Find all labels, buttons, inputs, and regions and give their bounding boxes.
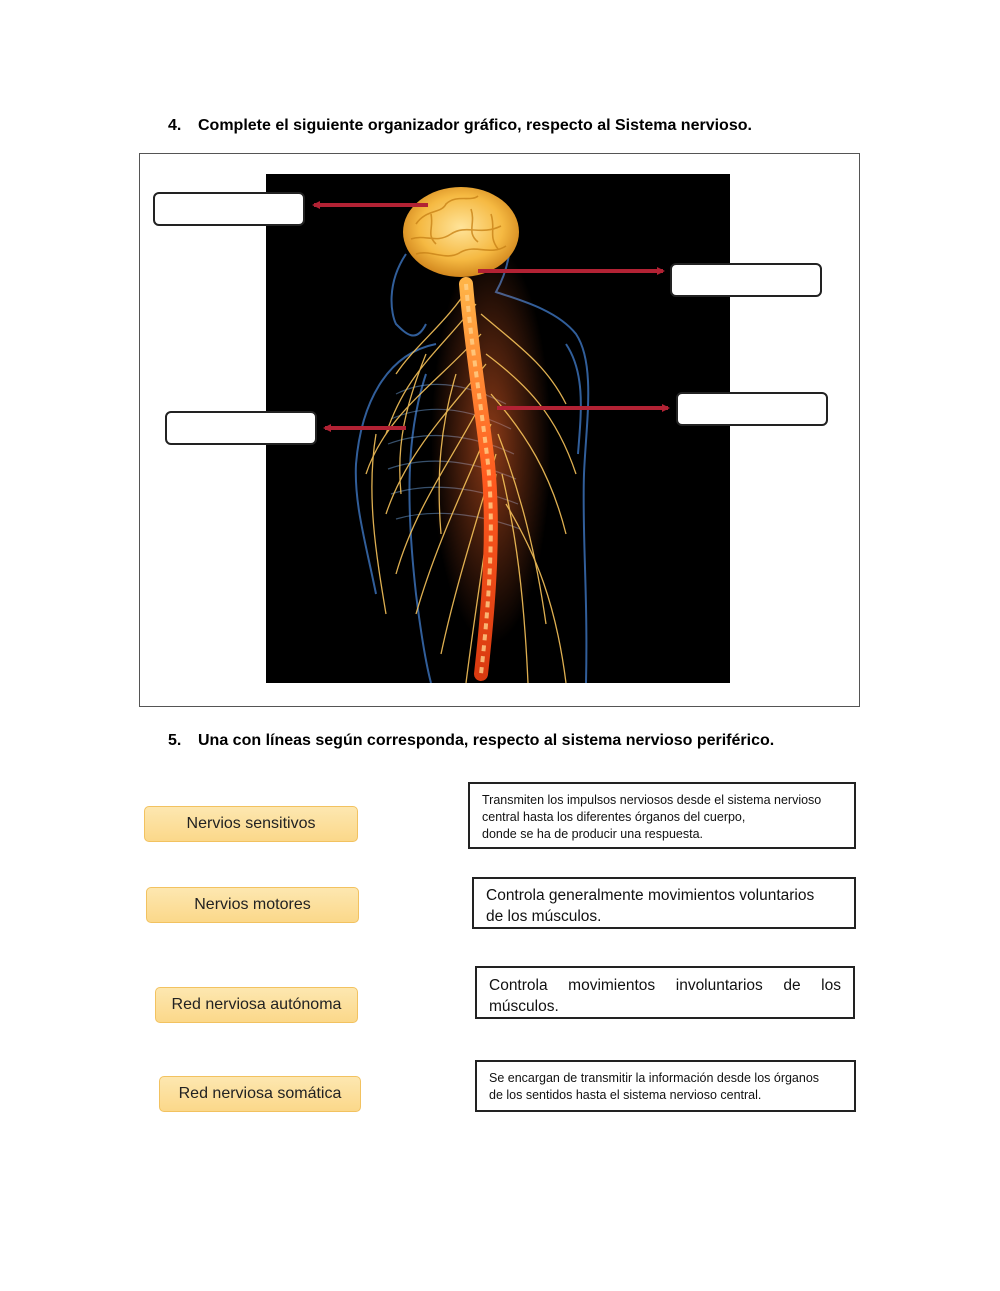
definition-2-line-2: de los músculos. bbox=[486, 908, 602, 925]
answer-box-cerebellum[interactable] bbox=[670, 263, 822, 297]
question-5-number: 5. bbox=[168, 732, 182, 749]
nervous-system-image bbox=[266, 174, 730, 683]
definition-3-line-2: músculos. bbox=[489, 998, 559, 1015]
term-nervios-sensitivos[interactable]: Nervios sensitivos bbox=[144, 806, 358, 842]
definition-2-line-1: Controla generalmente movimientos voluntarios bbox=[486, 887, 815, 904]
definition-1-line-1: Transmiten los impulsos nerviosos desde el sistema nervioso bbox=[482, 793, 822, 807]
definition-1[interactable] bbox=[468, 782, 856, 849]
question-4-number: 4. bbox=[168, 117, 182, 134]
brain bbox=[403, 187, 519, 277]
question-5-text: Una con líneas según corresponda, respecto al sistema nervioso periférico. bbox=[198, 732, 775, 749]
question-5-heading bbox=[168, 732, 774, 750]
answer-box-brain[interactable] bbox=[153, 192, 305, 226]
question-4-text: Complete el siguiente organizador gráfico, respecto al Sistema nervioso. bbox=[198, 117, 752, 134]
definition-3-line-1: Controla movimientos involuntarios de los bbox=[489, 977, 841, 994]
nervous-system-illustration bbox=[266, 174, 730, 683]
term-nervios-motores[interactable]: Nervios motores bbox=[146, 887, 359, 923]
definition-1-line-3: donde se ha de producir una respuesta. bbox=[482, 827, 703, 841]
definition-4-line-1: Se encargan de transmitir la información desde los órganos bbox=[489, 1071, 820, 1085]
definition-3[interactable] bbox=[475, 966, 855, 1019]
answer-box-nerves[interactable] bbox=[165, 411, 317, 445]
answer-box-spinal-cord[interactable] bbox=[676, 392, 828, 426]
definition-4[interactable] bbox=[475, 1060, 856, 1112]
definition-1-line-2: central hasta los diferentes órganos del cuerpo, bbox=[482, 810, 746, 824]
definition-4-line-2: de los sentidos hasta el sistema nervioso central. bbox=[489, 1088, 762, 1102]
definition-2[interactable] bbox=[472, 877, 856, 929]
question-4-heading bbox=[168, 117, 752, 135]
term-red-nerviosa-somatica[interactable]: Red nerviosa somática bbox=[159, 1076, 361, 1112]
term-red-nerviosa-autonoma[interactable]: Red nerviosa autónoma bbox=[155, 987, 358, 1023]
